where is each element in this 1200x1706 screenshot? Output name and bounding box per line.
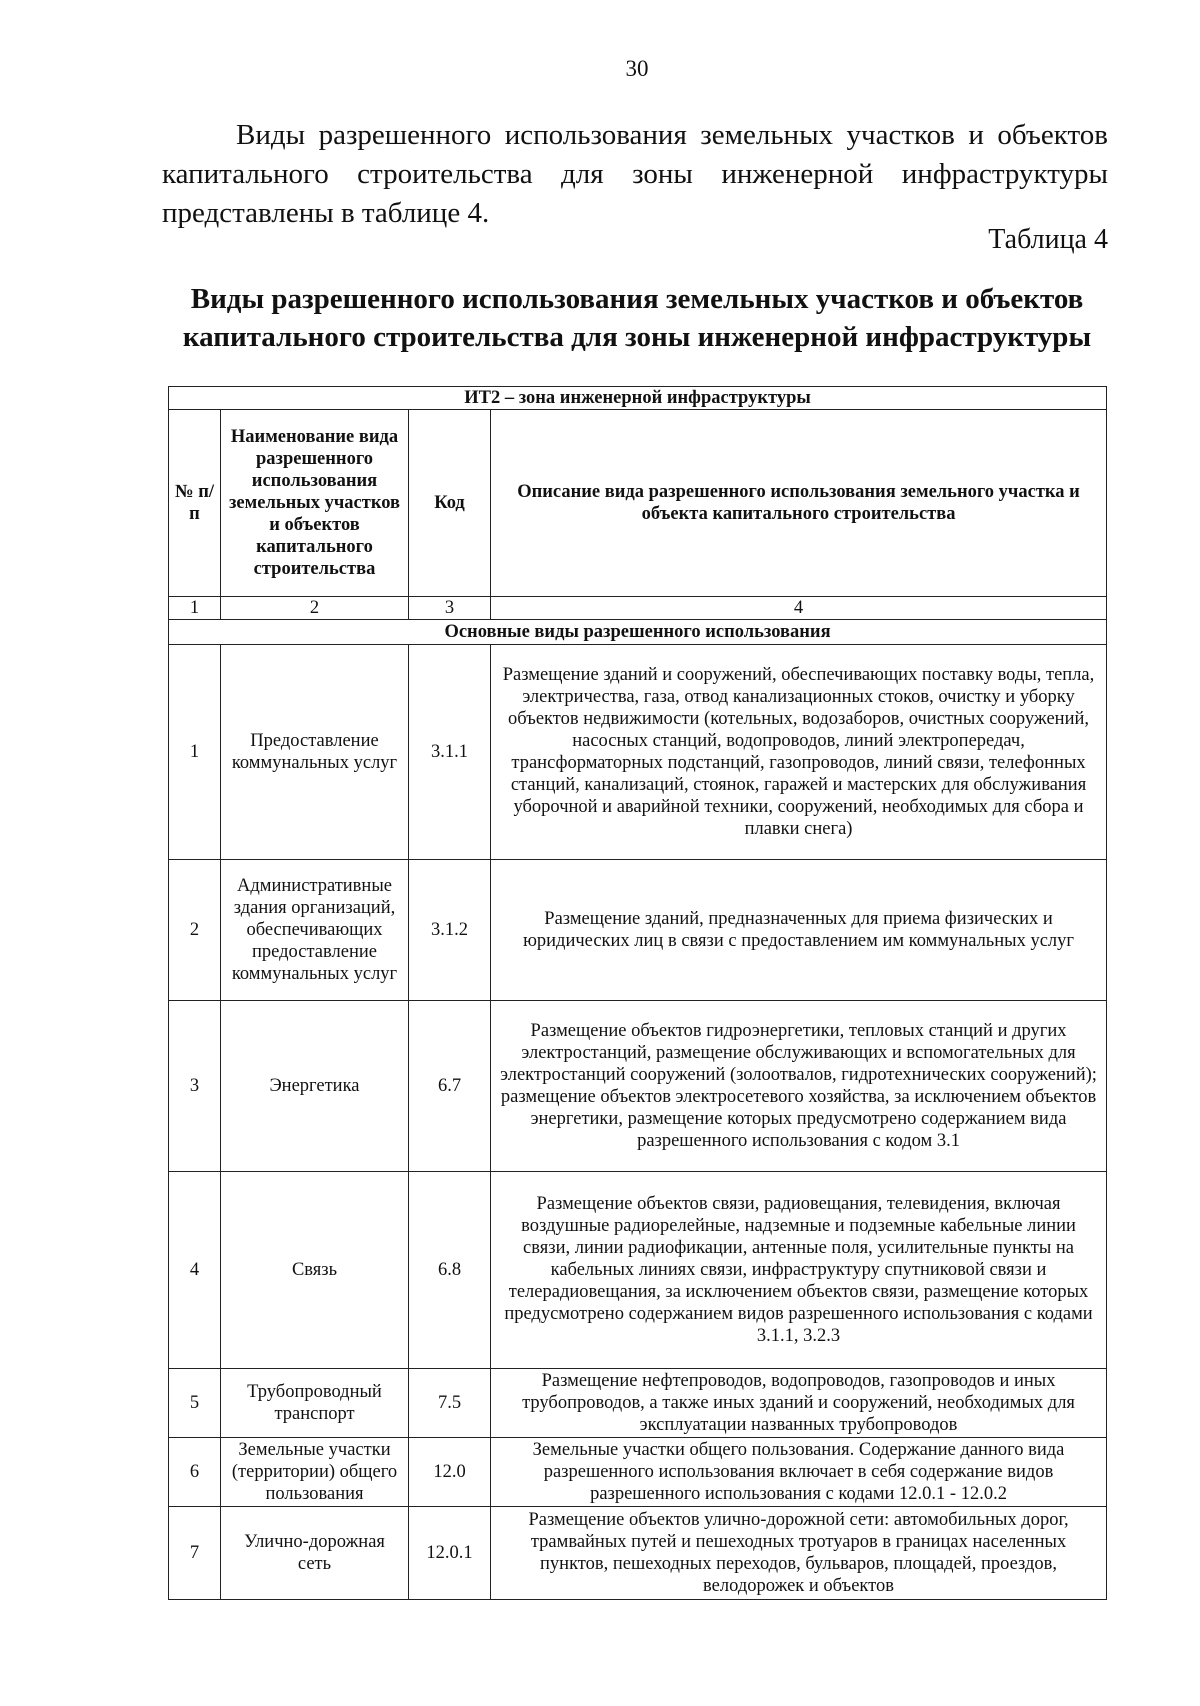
- row-num: 1: [169, 645, 221, 860]
- row-code: 3.1.1: [409, 645, 491, 860]
- column-index-row: [169, 597, 1107, 620]
- row-name: Земельные участки (территории) общего пользования: [221, 1438, 409, 1507]
- header-row: [169, 410, 1107, 597]
- header-num: № п/п: [169, 410, 221, 597]
- row-num: 5: [169, 1369, 221, 1438]
- row-code: 6.8: [409, 1172, 491, 1369]
- row-code: 12.0.1: [409, 1507, 491, 1600]
- table-title: Виды разрешенного использования земельных участков и объектов капитального строительства для зоны инженерной инфраструктуры: [182, 283, 1092, 353]
- table-row: [169, 1001, 1107, 1172]
- row-code: 12.0: [409, 1438, 491, 1507]
- intro-paragraph: Виды разрешенного использования земельных участков и объектов капитального строительства для зоны инженерной инфраструктуры представлены в таблице 4.: [162, 119, 1108, 229]
- row-name: Административные здания организаций, обеспечивающих предоставление коммунальных услуг: [221, 860, 409, 1001]
- section-row: [169, 620, 1107, 645]
- row-num: 3: [169, 1001, 221, 1172]
- row-description: Размещение объектов связи, радиовещания, телевидения, включая воздушные радиорелейные, надземные и подземные кабельные линии связи, линии радиофикации, антенные поля, усилительные пункты на кабельных линиях связи, инфраструктуру спутниковой связи и телерадиовещания, за исключением объектов связи, размещение которых предусмотрено содержанием видов разрешенного использования с кодами 3.1.1, 3.2.3: [491, 1172, 1107, 1369]
- page-number: 30: [625, 56, 649, 81]
- table-row: [169, 645, 1107, 860]
- section-title: Основные виды разрешенного использования: [169, 620, 1107, 645]
- row-num: 6: [169, 1438, 221, 1507]
- zone-title: ИТ2 – зона инженерной инфраструктуры: [169, 387, 1107, 410]
- row-description: Размещение зданий, предназначенных для приема физических и юридических лиц в связи с предоставлением им коммунальных услуг: [491, 860, 1107, 1001]
- row-name: Трубопроводный транспорт: [221, 1369, 409, 1438]
- column-index: 3: [409, 597, 491, 620]
- table-row: [169, 1438, 1107, 1507]
- column-index: 2: [221, 597, 409, 620]
- row-description: Размещение объектов гидроэнергетики, тепловых станций и других электростанций, размещение обслуживающих и вспомогательных для электростанций сооружений (золоотвалов, гидротехнических сооружений); размещение объектов электросетевого хозяйства, за исключением объектов энергетики, размещение которых предусмотрено содержанием вида разрешенного использования с кодом 3.1: [491, 1001, 1107, 1172]
- table-row: [169, 1507, 1107, 1600]
- table-row: [169, 1172, 1107, 1369]
- header-code: Код: [409, 410, 491, 597]
- row-name: Предоставление коммунальных услуг: [221, 645, 409, 860]
- row-name: Энергетика: [221, 1001, 409, 1172]
- row-code: 7.5: [409, 1369, 491, 1438]
- row-description: Земельные участки общего пользования. Содержание данного вида разрешенного использования включает в себя содержание видов разрешенного использования с кодами 12.0.1 - 12.0.2: [491, 1438, 1107, 1507]
- table-row: [169, 1369, 1107, 1438]
- row-num: 4: [169, 1172, 221, 1369]
- row-code: 6.7: [409, 1001, 491, 1172]
- row-description: Размещение объектов улично-дорожной сети: автомобильных дорог, трамвайных путей и пешеходных тротуаров в границах населенных пунктов, пешеходных переходов, бульваров, площадей, проездов, велодорожек и объектов: [491, 1507, 1107, 1600]
- land-use-table: [168, 386, 1107, 1600]
- column-index: 1: [169, 597, 221, 620]
- table-label: Таблица 4: [988, 224, 1108, 255]
- row-code: 3.1.2: [409, 860, 491, 1001]
- row-num: 7: [169, 1507, 221, 1600]
- row-description: Размещение нефтепроводов, водопроводов, газопроводов и иных трубопроводов, а также иных зданий и сооружений, необходимых для эксплуатации названных трубопроводов: [491, 1369, 1107, 1438]
- table-row: [169, 860, 1107, 1001]
- row-num: 2: [169, 860, 221, 1001]
- header-name: Наименование вида разрешенного использования земельных участков и объектов капитального строительства: [221, 410, 409, 597]
- column-index: 4: [491, 597, 1107, 620]
- header-description: Описание вида разрешенного использования земельного участка и объекта капитального строительства: [491, 410, 1107, 597]
- row-name: Связь: [221, 1172, 409, 1369]
- row-description: Размещение зданий и сооружений, обеспечивающих поставку воды, тепла, электричества, газа, отвод канализационных стоков, очистку и уборку объектов недвижимости (котельных, водозаборов, очистных сооружений, насосных станций, водопроводов, линий электропередач, трансформаторных подстанций, газопроводов, линий связи, телефонных станций, канализаций, стоянок, гаражей и мастерских для обслуживания уборочной и аварийной техники, сооружений, необходимых для сбора и плавки снега): [491, 645, 1107, 860]
- zone-row: [169, 387, 1107, 410]
- row-name: Улично-дорожная сеть: [221, 1507, 409, 1600]
